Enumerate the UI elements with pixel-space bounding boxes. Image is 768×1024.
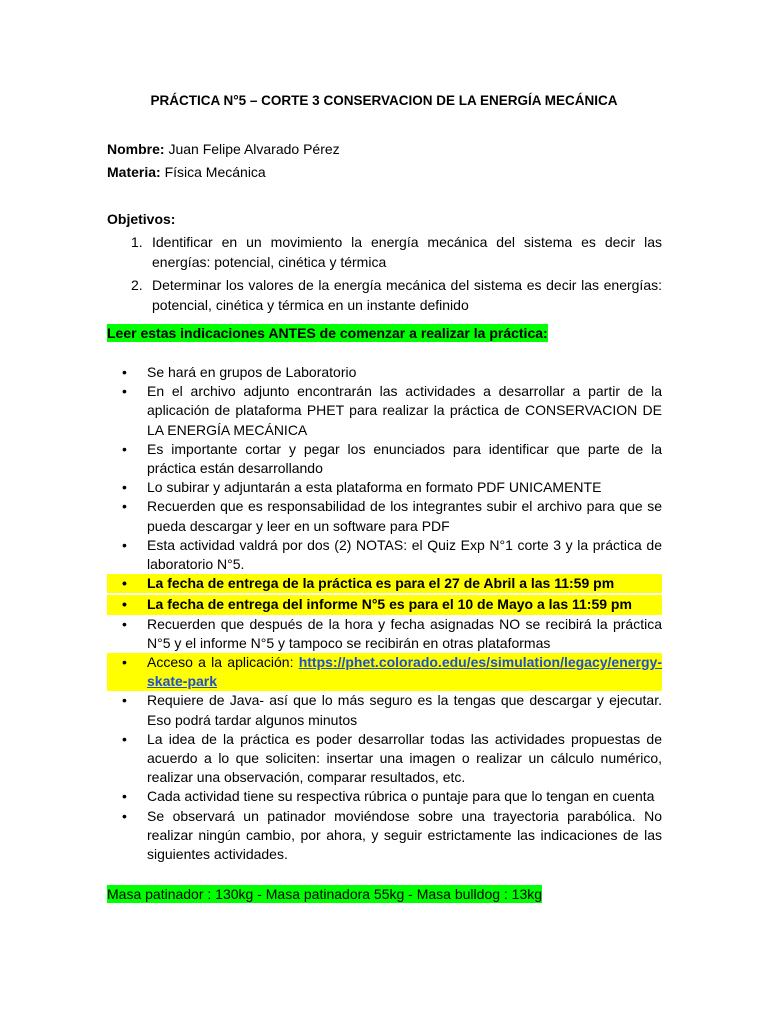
deadline-report-item: • La fecha de entrega del informe N°5 es para el 10 de Mayo a las 11:59 pm	[107, 595, 662, 614]
bullet-icon: •	[122, 654, 127, 671]
bullet-icon: •	[122, 807, 127, 824]
document-title: PRÁCTICA N°5 – CORTE 3 CONSERVACION DE LA ENERGÍA MECÁNICA	[150, 93, 618, 108]
list-item: • Recuerden que después de la hora y fecha asignadas NO se recibirá la práctica N°5 y el informe N°5 y tampoco se recibirán en otras plataformas	[122, 615, 662, 651]
objective-text: Identificar en un movimiento la energía mecánica del sistema es decir las energías: potencial, cinética y térmica	[152, 234, 662, 270]
list-item: • Se hará en grupos de Laboratorio	[107, 363, 662, 382]
list-item: • Cada actividad tiene su respectiva rúbrica o puntaje para que lo tengan en cuenta	[107, 787, 662, 806]
objective-number: 2.	[131, 277, 143, 293]
instructions-list	[107, 363, 662, 864]
name-label: Nombre:	[107, 141, 165, 157]
objectives-list	[107, 232, 662, 315]
list-item: • Requiere de Java- así que lo más seguro es la tengas que descargar y ejecutar. Eso podrá tardar algunos minutos	[122, 692, 662, 728]
name-value: Juan Felipe Alvarado Pérez	[168, 141, 340, 157]
deadline-practice-item: • La fecha de entrega de la práctica es para el 27 de Abril a las 11:59 pm	[107, 574, 662, 593]
bullet-icon: •	[122, 692, 127, 709]
bullet-icon: •	[122, 479, 127, 496]
list-item: • Lo subirar y adjuntarán a esta plataforma en formato PDF UNICAMENTE	[107, 478, 662, 497]
list-item: • Esta actividad valdrá por dos (2) NOTAS: el Quiz Exp N°1 corte 3 y la práctica de laboratorio N°5.	[122, 536, 662, 573]
name-line	[107, 141, 340, 157]
objective-text: Determinar los valores de la energía mecánica del sistema es decir las energías: potencial, cinética y térmica en un instante definido	[152, 277, 662, 313]
subject-line	[107, 164, 266, 180]
mass-info: Masa patinador : 130kg - Masa patinadora 55kg - Masa bulldog : 13kg	[107, 886, 543, 902]
list-item: • Se observará un patinador moviéndose sobre una trayectoria parabólica. No realizar ningún cambio, por ahora, y seguir estrictamente las indicaciones de las siguientes actividades.	[122, 807, 662, 863]
bullet-icon: •	[122, 440, 127, 457]
bullet-icon: •	[122, 498, 127, 515]
bullet-icon: •	[122, 615, 127, 632]
list-item: • Es importante cortar y pegar los enunciados para identificar que parte de la práctica están desarrollando	[122, 440, 662, 477]
subject-value: Física Mecánica	[164, 164, 266, 180]
list-item: • En el archivo adjunto encontrarán las actividades a desarrollar a partir de la aplicación de plataforma PHET para realizar la práctica de CONSERVACION DE LA ENERGÍA MECÁNICA	[122, 383, 662, 438]
list-item: • La idea de la práctica es poder desarrollar todas las actividades propuestas de acuerdo a lo que soliciten: insertar una imagen o realizar un cálculo numérico, realizar una observación, comparar resultados, etc.	[122, 730, 662, 786]
bullet-icon: •	[122, 596, 127, 613]
bullet-icon: •	[122, 536, 127, 553]
app-link[interactable]: https://phet.colorado.edu/es/simulation/legacy/energy-skate-park	[147, 654, 663, 690]
list-item: • Recuerden que es responsabilidad de los integrantes subir el archivo para que se pueda descargar y leer en un software para PDF	[122, 498, 662, 534]
bullet-icon: •	[122, 730, 127, 747]
objectives-heading: Objetivos:	[107, 211, 176, 227]
instructions-notice: Leer estas indicaciones ANTES de comenzar a realizar la práctica:	[107, 325, 548, 341]
subject-label: Materia:	[107, 164, 161, 180]
bullet-icon: •	[122, 788, 127, 805]
objective-number: 1.	[131, 234, 143, 250]
objective-item	[107, 275, 662, 315]
bullet-icon: •	[122, 383, 127, 400]
app-access-item: • Acceso a la aplicación: https://phet.colorado.edu/es/simulation/legacy/energy-skate-park	[107, 653, 662, 691]
bullet-icon: •	[122, 575, 127, 592]
objective-item	[107, 232, 662, 272]
bullet-icon: •	[122, 364, 127, 380]
